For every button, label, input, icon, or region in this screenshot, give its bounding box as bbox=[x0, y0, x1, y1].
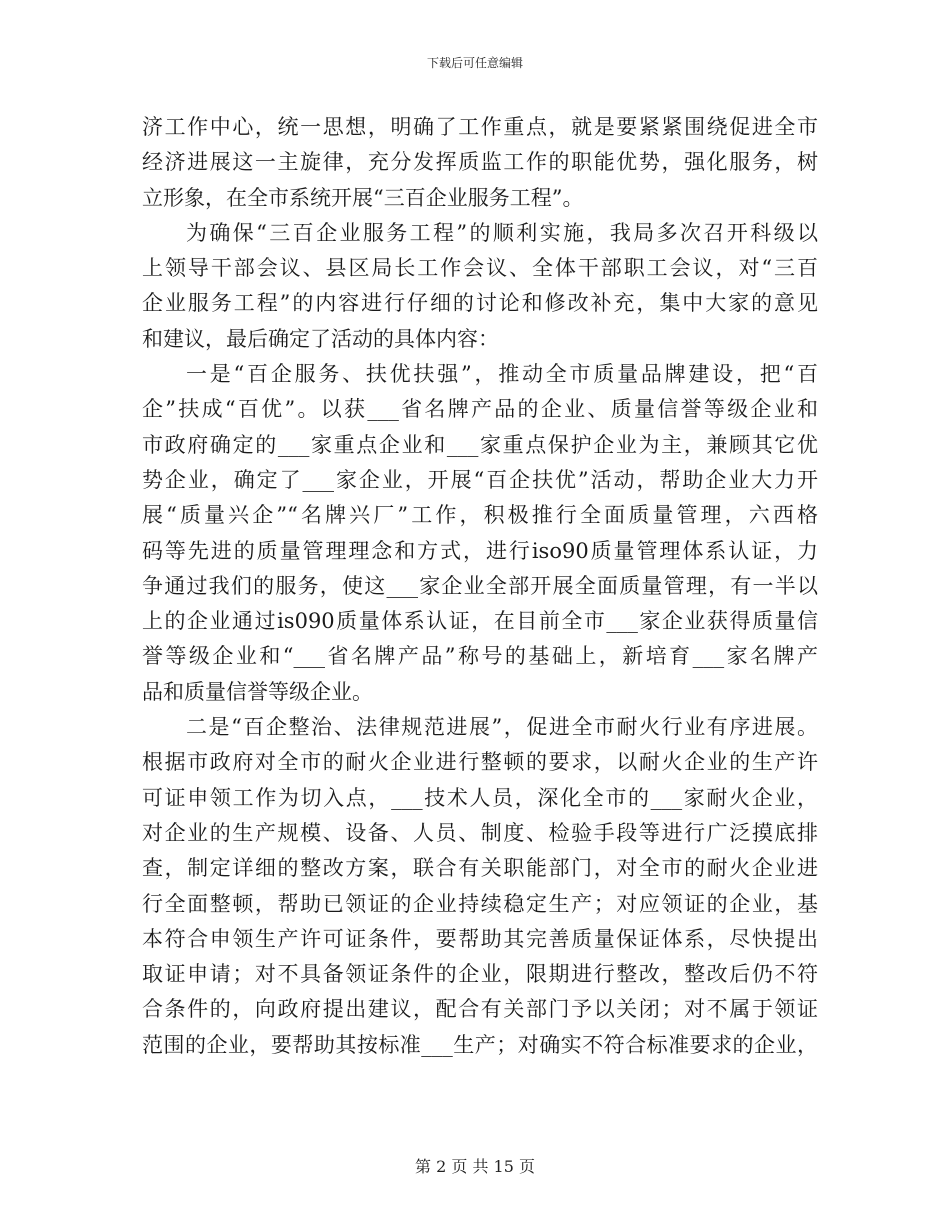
text-line: 上的企业通过is090质量体系认证，在目前全市___家企业获得质量信 bbox=[142, 609, 818, 634]
text-line: 誉等级企业和“___省名牌产品”称号的基础上，新培育___家名牌产 bbox=[142, 644, 818, 669]
text-line: 一是“百企服务、扶优扶强”，推动全市质量品牌建设，把“百 bbox=[186, 362, 818, 387]
text-line: 展“质量兴企”“名牌兴厂”工作，积极推行全面质量管理，六西格 bbox=[142, 503, 818, 528]
text-line: 码等先进的质量管理理念和方式，进行iso90质量管理体系认证，力 bbox=[142, 538, 818, 563]
text-line: 合条件的，向政府提出建议，配合有关部门予以关闭；对不属于领证 bbox=[142, 997, 818, 1022]
text-line: 品和质量信誉等级企业。 bbox=[142, 679, 373, 704]
text-line: 可证申领工作为切入点，___技术人员，深化全市的___家耐火企业， bbox=[142, 785, 818, 810]
text-line: 企业服务工程”的内容进行仔细的讨论和修改补充，集中大家的意见 bbox=[142, 291, 818, 316]
page-header-note: 下载后可任意编辑 bbox=[426, 56, 523, 70]
text-line: 和建议，最后确定了活动的具体内容： bbox=[142, 326, 499, 351]
text-line: 争通过我们的服务，使这___家企业全部开展全面质量管理，有一半以 bbox=[142, 573, 818, 598]
text-line: 上领导干部会议、县区局长工作会议、全体干部职工会议，对“三百 bbox=[142, 256, 818, 281]
text-line: 根据市政府对全市的耐火企业进行整顿的要求，以耐火企业的生产许 bbox=[142, 750, 818, 775]
text-line: 势企业，确定了___家企业，开展“百企扶优”活动，帮助企业大力开 bbox=[142, 467, 818, 492]
text-line: 范围的企业，要帮助其按标准___生产；对确实不符合标准要求的企业， bbox=[142, 1032, 818, 1057]
text-line: 二是“百企整治、法律规范进展”，促进全市耐火行业有序进展。 bbox=[186, 715, 818, 740]
text-line: 企”扶成“百优”。以获___省名牌产品的企业、质量信誉等级企业和 bbox=[142, 397, 818, 422]
text-line: 立形象，在全市系统开展“三百企业服务工程”。 bbox=[142, 185, 584, 210]
text-line: 行全面整顿，帮助已领证的企业持续稳定生产；对应领证的企业，基 bbox=[142, 891, 818, 916]
text-line: 对企业的生产规模、设备、人员、制度、检验手段等进行广泛摸底排 bbox=[142, 820, 818, 845]
document-body bbox=[142, 110, 818, 1063]
text-line: 经济进展这一主旋律，充分发挥质监工作的职能优势，强化服务，树 bbox=[142, 150, 818, 175]
text-line: 本符合申领生产许可证条件，要帮助其完善质量保证体系，尽快提出 bbox=[142, 926, 818, 951]
text-line: 济工作中心，统一思想，明确了工作重点，就是要紧紧围绕促进全市 bbox=[142, 115, 818, 139]
page-number: 第 2 页 共 15 页 bbox=[415, 1157, 535, 1176]
text-line: 查，制定详细的整改方案，联合有关职能部门，对全市的耐火企业进 bbox=[142, 856, 818, 881]
text-line: 为确保“三百企业服务工程”的顺利实施，我局多次召开科级以 bbox=[186, 220, 818, 245]
text-line: 取证申请；对不具备领证条件的企业，限期进行整改，整改后仍不符 bbox=[142, 962, 818, 987]
text-line: 市政府确定的___家重点企业和___家重点保护企业为主，兼顾其它优 bbox=[142, 432, 818, 457]
